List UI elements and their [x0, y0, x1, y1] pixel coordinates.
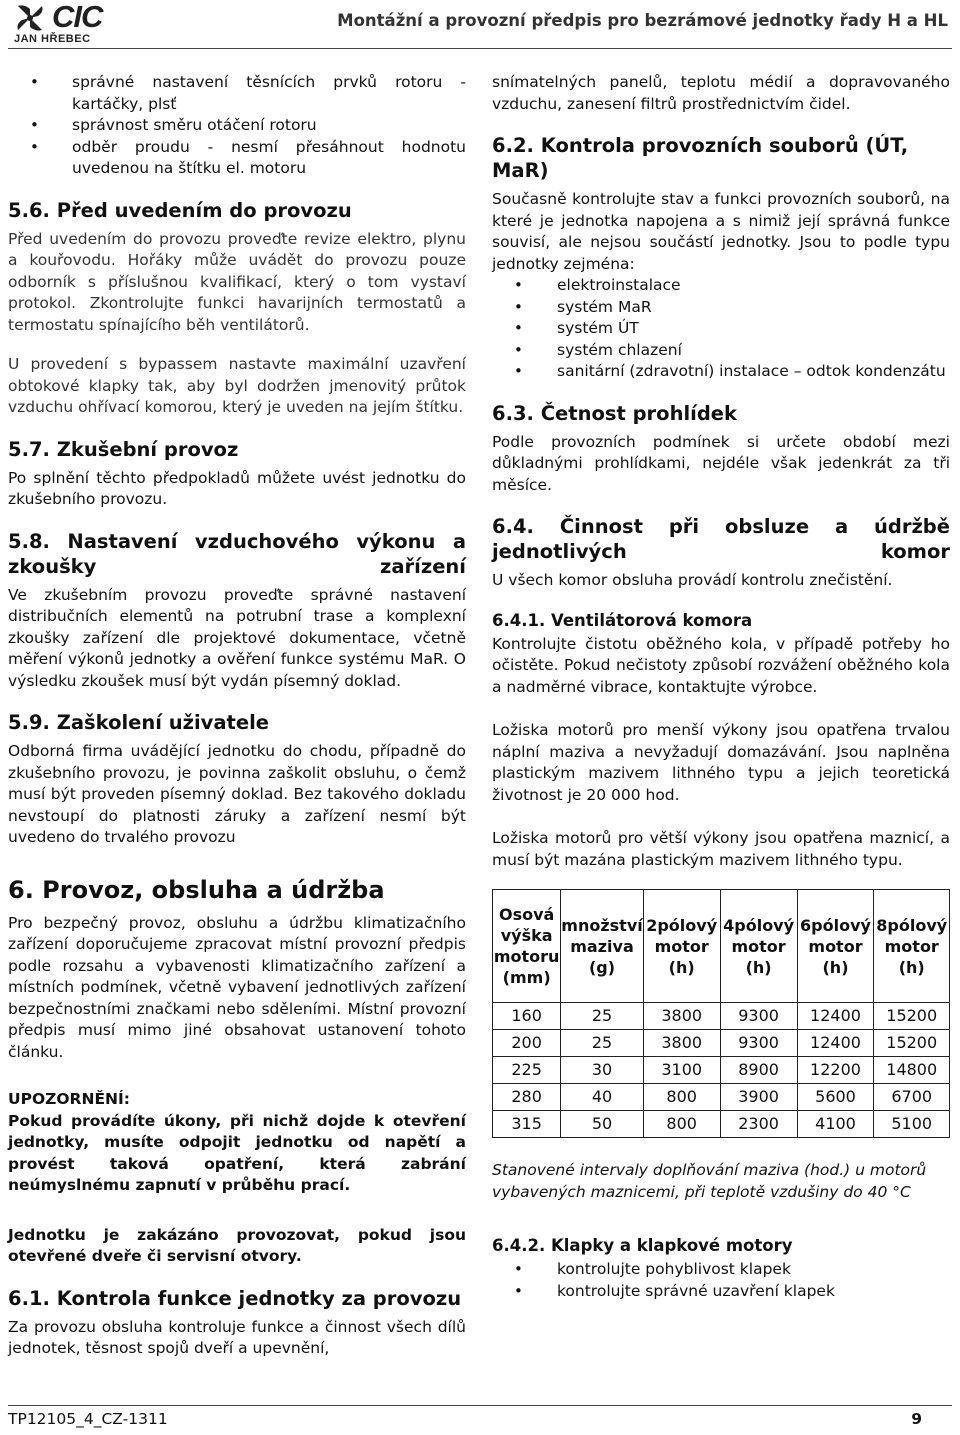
section-heading-5-9: 5.9. Zaškolení uživatele	[8, 711, 269, 734]
list-item: • sanitární (zdravotní) instalace – odtok kondenzátu	[492, 361, 950, 383]
table-cell: 3900	[720, 1084, 797, 1111]
table-cell: 800	[643, 1111, 720, 1138]
paragraph: Ložiska motorů pro větší výkony jsou opatřena maznicí, a musí být mazána plastickým mazivem lithného typu.	[492, 829, 950, 869]
fan-logo-icon	[8, 3, 52, 33]
table-cell: 225	[493, 1057, 561, 1084]
table-row	[493, 1084, 950, 1111]
table-header-cell: 4pólový motor (h)	[720, 890, 797, 1003]
grease-interval-table	[492, 889, 950, 1138]
section-heading-6: 6. Provoz, obsluha a údržba	[8, 875, 385, 904]
paragraph: Po splnění těchto předpokladů můžete uvést jednotku do zkušebního provozu.	[8, 468, 466, 508]
table-row	[493, 1003, 950, 1030]
table-row	[493, 1111, 950, 1138]
table-header-cell: 6pólový motor (h)	[797, 890, 874, 1003]
paragraph: Před uvedením do provozu proveďte revize elektro, plynu a kouřovodu. Hořáky může uvádět do provozu pouze odborník s příslušnou kvalifikací, který o tom vystaví protokol. Zkontrolujte funkci havarijních termostatů a termostatu spínajícího běh ventilátorů.	[8, 229, 466, 334]
list-item: • kontrolujte správné uzavření klapek	[492, 1281, 950, 1303]
logo-subtitle: JAN HŘEBEC	[14, 33, 91, 45]
paragraph: Odborná firma uvádějící jednotku do chodu, případně do zkušebního provozu, je povinna zaškolit obsluhu, o čemž musí být proveden písemný doklad. Bez takového dokladu nevstoupí do platnosti záruky a zařízení nesmí být uvedeno do trvalého provozu	[8, 742, 466, 846]
paragraph: snímatelných panelů, teplotu médií a dopravovaného vzduchu, zanesení filtrů prostřednictvím čidel.	[492, 73, 950, 113]
table-header-cell: 8pólový motor (h)	[874, 890, 950, 1003]
paragraph: Kontrolujte čistotu oběžného kola, v případě potřeby ho očistěte. Pokud nečistoty způsobí rozvážení oběžného kola a nadměrné vibrace, kontaktujte výrobce.	[492, 634, 950, 696]
paragraph: U všech komor obsluha provádí kontrolu znečistění.	[492, 571, 893, 589]
table-cell: 200	[493, 1030, 561, 1057]
header-divider	[8, 48, 952, 49]
table-cell: 2300	[720, 1111, 797, 1138]
table-cell: 15200	[874, 1030, 950, 1057]
paragraph: Pro bezpečný provoz, obsluhu a údržbu klimatizačního zařízení doporučujeme zpracovat místní provozní předpis podle rozsahu a vybavenosti klimatizačního zařízení a místních podmínek, včetně vybavení jednotlivých zařízení bezpečnostními značkami nebo sděleními. Místní provozní předpis musí mimo jiné obsahovat ustanovení tohoto článku.	[8, 913, 466, 1061]
table-cell: 4100	[797, 1111, 874, 1138]
section-heading-6-3: 6.3. Četnost prohlídek	[492, 401, 737, 425]
section-heading-6-4: 6.4. Činnost při obsluze a údržbě jednotlivých komor	[492, 515, 950, 563]
footer-divider	[8, 1405, 952, 1406]
logo-wordmark: CIC	[52, 0, 103, 34]
list-item: • správnost směru otáčení rotoru	[8, 115, 466, 137]
page-header	[0, 0, 960, 50]
section-heading-5-7: 5.7. Zkušební provoz	[8, 437, 239, 461]
table-cell: 25	[561, 1030, 643, 1057]
table-cell: 30	[561, 1057, 643, 1084]
paragraph: Za provozu obsluha kontroluje funkce a činnost všech dílů jednotek, těsnost spojů dveří a upevnění,	[8, 1317, 466, 1357]
list-item: • elektroinstalace	[492, 275, 950, 297]
table-header-cell: Osová výška motoru (mm)	[493, 890, 561, 1003]
company-logo	[8, 0, 158, 47]
left-column	[8, 72, 466, 1378]
section-heading-6-2: 6.2. Kontrola provozních souborů (ÚT, MaR)	[492, 134, 909, 182]
table-row	[493, 1030, 950, 1057]
table-cell: 12400	[797, 1030, 874, 1057]
paragraph: Ve zkušebním provozu proveďte správné nastavení distribučních elementů na potrubní trase a komplexní zkoušky zařízení dle projektové dokumentace, včetně měření výkonů jednotky a ověření funkce systému MaR. O výsledku zkoušek musí být vydán písemný doklad.	[8, 585, 466, 690]
table-row	[493, 1057, 950, 1084]
section-heading-6-4-2: 6.4.2. Klapky a klapkové motory	[492, 1236, 793, 1255]
paragraph: Současně kontrolujte stav a funkci provozních souborů, na které je jednotka napojena a s nimiž její správná funkce souvisí, ale nejsou součástí jednotky. Jsou to podle typu jednotky zejména:	[492, 190, 950, 273]
warning-label: UPOZORNĚNÍ:	[8, 1090, 130, 1108]
warning-text: Pokud provádíte úkony, při nichž dojde k otevření jednotky, musíte odpojit jednotku od napětí a provést taková opatření, která zabrání neúmyslnému zapnutí v průběhu prací.	[8, 1111, 466, 1194]
table-cell: 15200	[874, 1003, 950, 1030]
table-cell: 280	[493, 1084, 561, 1111]
table-header-row	[493, 890, 950, 1003]
table-cell: 3100	[643, 1057, 720, 1084]
list-item: • systém MaR	[492, 297, 950, 319]
right-column	[492, 72, 950, 1320]
table-cell: 25	[561, 1003, 643, 1030]
list-item: • systém chlazení	[492, 340, 950, 362]
table-cell: 3800	[643, 1003, 720, 1030]
rotor-check-list	[8, 72, 466, 180]
warning-doors: Jednotku je zakázáno provozovat, pokud jsou otevřené dveře či servisní otvory.	[8, 1225, 466, 1265]
list-item: • systém ÚT	[492, 318, 950, 340]
section-heading-6-4-1: 6.4.1. Ventilátorová komora	[492, 610, 753, 630]
list-item: • odběr proudu - nesmí přesáhnout hodnotu uvedenou na štítku el. motoru	[8, 137, 466, 180]
table-cell: 8900	[720, 1057, 797, 1084]
table-cell: 6700	[874, 1084, 950, 1111]
table-cell: 3800	[643, 1030, 720, 1057]
table-cell: 160	[493, 1003, 561, 1030]
table-cell: 5600	[797, 1084, 874, 1111]
table-cell: 12200	[797, 1057, 874, 1084]
table-cell: 800	[643, 1084, 720, 1111]
table-cell: 14800	[874, 1057, 950, 1084]
page-number: 9	[911, 1410, 922, 1428]
table-header-cell: 2pólový motor (h)	[643, 890, 720, 1003]
paragraph: U provedení s bypassem nastavte maximální uzavření obtokové klapky tak, aby byl dodržen jmenovitý průtok vzduchu ohřívací komorou, který je uveden na jejím štítku.	[8, 355, 466, 416]
section-heading-5-6: 5.6. Před uvedením do provozu	[8, 198, 352, 222]
paragraph: Podle provozních podmínek si určete období mezi důkladnými prohlídkami, nejdéle však jedenkrát za tři měsíce.	[492, 432, 950, 494]
table-cell: 40	[561, 1084, 643, 1111]
paragraph: Ložiska motorů pro menší výkony jsou opatřena trvalou náplní maziva a nevyžadují domazávání. Jsou naplněna plastickým mazivem lithného typu a jejich teoretická životnost je 20 000 hod.	[492, 721, 950, 804]
table-cell: 315	[493, 1111, 561, 1138]
list-item: • správné nastavení těsnících prvků rotoru - kartáčky, plsť	[8, 72, 466, 115]
table-cell: 9300	[720, 1030, 797, 1057]
document-title: Montážní a provozní předpis pro bezrámové jednotky řady H a HL	[337, 11, 948, 30]
table-cell: 9300	[720, 1003, 797, 1030]
list-item: • kontrolujte pohyblivost klapek	[492, 1259, 950, 1281]
table-header-cell: množství maziva (g)	[561, 890, 643, 1003]
dampers-list	[492, 1259, 950, 1302]
table-cell: 5100	[874, 1111, 950, 1138]
section-heading-6-1: 6.1. Kontrola funkce jednotky za provozu	[8, 1286, 462, 1310]
table-cell: 12400	[797, 1003, 874, 1030]
document-code: TP12105_4_CZ-1311	[8, 1410, 168, 1428]
table-caption: Stanovené intervaly doplňování maziva (hod.) u motorů vybavených maznicemi, při teplotě vzdušiny do 40 °C	[492, 1161, 927, 1201]
table-cell: 50	[561, 1111, 643, 1138]
section-heading-5-8: 5.8. Nastavení vzduchového výkonu a zkoušky zařízení	[8, 529, 466, 578]
systems-list	[492, 275, 950, 383]
